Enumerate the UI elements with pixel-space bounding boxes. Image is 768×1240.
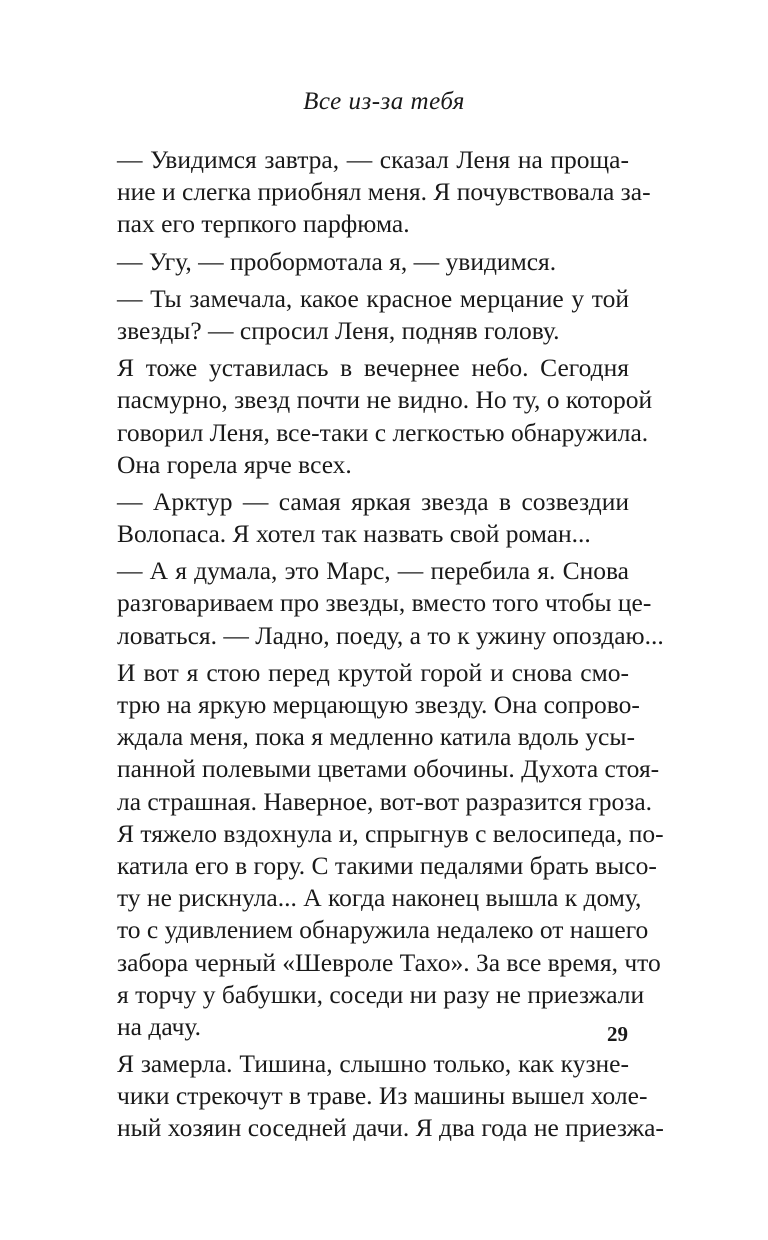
text-line: катила его в гору. С такими педалями брать высо- (117, 850, 657, 880)
text-line: пасмурно, звезд почти не видно. Но ту, о которой (117, 385, 653, 415)
text-line: Я тоже уставилась в вечернее небо. Сегодня (117, 353, 629, 383)
text-line: звезды? — спросил Леня, подняв голову. (117, 315, 560, 345)
text-line: И вот я стою перед крутой горой и снова смо- (117, 657, 629, 687)
text-line: ный хозяин соседней дачи. Я два года не приезжа- (117, 1113, 664, 1143)
running-head: Все из-за тебя (303, 88, 465, 115)
text-line: Волопаса. Я хотел так назвать свой роман... (117, 519, 591, 549)
text-line: — Арктур — самая яркая звезда в созвездии (117, 486, 629, 516)
text-line: Она горела ярче всех. (117, 449, 352, 479)
text-line: — Увидимся завтра, — сказал Леня на проща- (117, 145, 629, 174)
text-line: Я замерла. Тишина, слышно только, как кузне- (117, 1049, 629, 1079)
body-text (117, 144, 664, 1145)
text-line: говорил Леня, все-таки с легкостью обнаружила. (117, 417, 649, 447)
text-line: забора черный «Шевроле Тахо». За все время, что (117, 947, 661, 977)
text-line: чики стрекочут в траве. Из машины вышел холе- (117, 1081, 648, 1111)
text-line: ла страшная. Наверное, вот-вот разразится гроза. (117, 786, 653, 816)
text-line: трю на яркую мерцающую звезду. Она сопрово- (117, 690, 640, 719)
text-line: ждала меня, пока я медленно катила вдоль усы- (117, 722, 635, 752)
text-line: — А я думала, это Марс, — перебила я. Снова (117, 556, 629, 586)
text-line: ловаться. — Ладно, поеду, а то к ужину опоздаю... (117, 620, 664, 650)
text-line: на дачу. (117, 1011, 202, 1041)
text-line: пах его терпкого парфюма. (117, 209, 410, 239)
text-line: ту не рискнула... А когда наконец вышла к дому, (117, 883, 642, 913)
page-number: 29 (607, 1022, 628, 1046)
text-line: Я тяжело вздохнула и, спрыгнув с велосипеда, по- (117, 818, 664, 848)
text-line: разговариваем про звезды, вместо того чтобы це- (117, 588, 652, 618)
text-line: — Угу, — пробормотала я, — увидимся. (117, 246, 557, 276)
text-line: — Ты замечала, какое красное мерцание у той (117, 283, 629, 313)
text-line: ние и слегка приобнял меня. Я почувствовала за- (117, 177, 651, 207)
text-line: я торчу у бабушки, соседи ни разу не приезжали (117, 979, 645, 1009)
text-line: то с удивлением обнаружила недалеко от нашего (117, 915, 649, 945)
text-line: панной полевыми цветами обочины. Духота стоя- (117, 754, 660, 784)
